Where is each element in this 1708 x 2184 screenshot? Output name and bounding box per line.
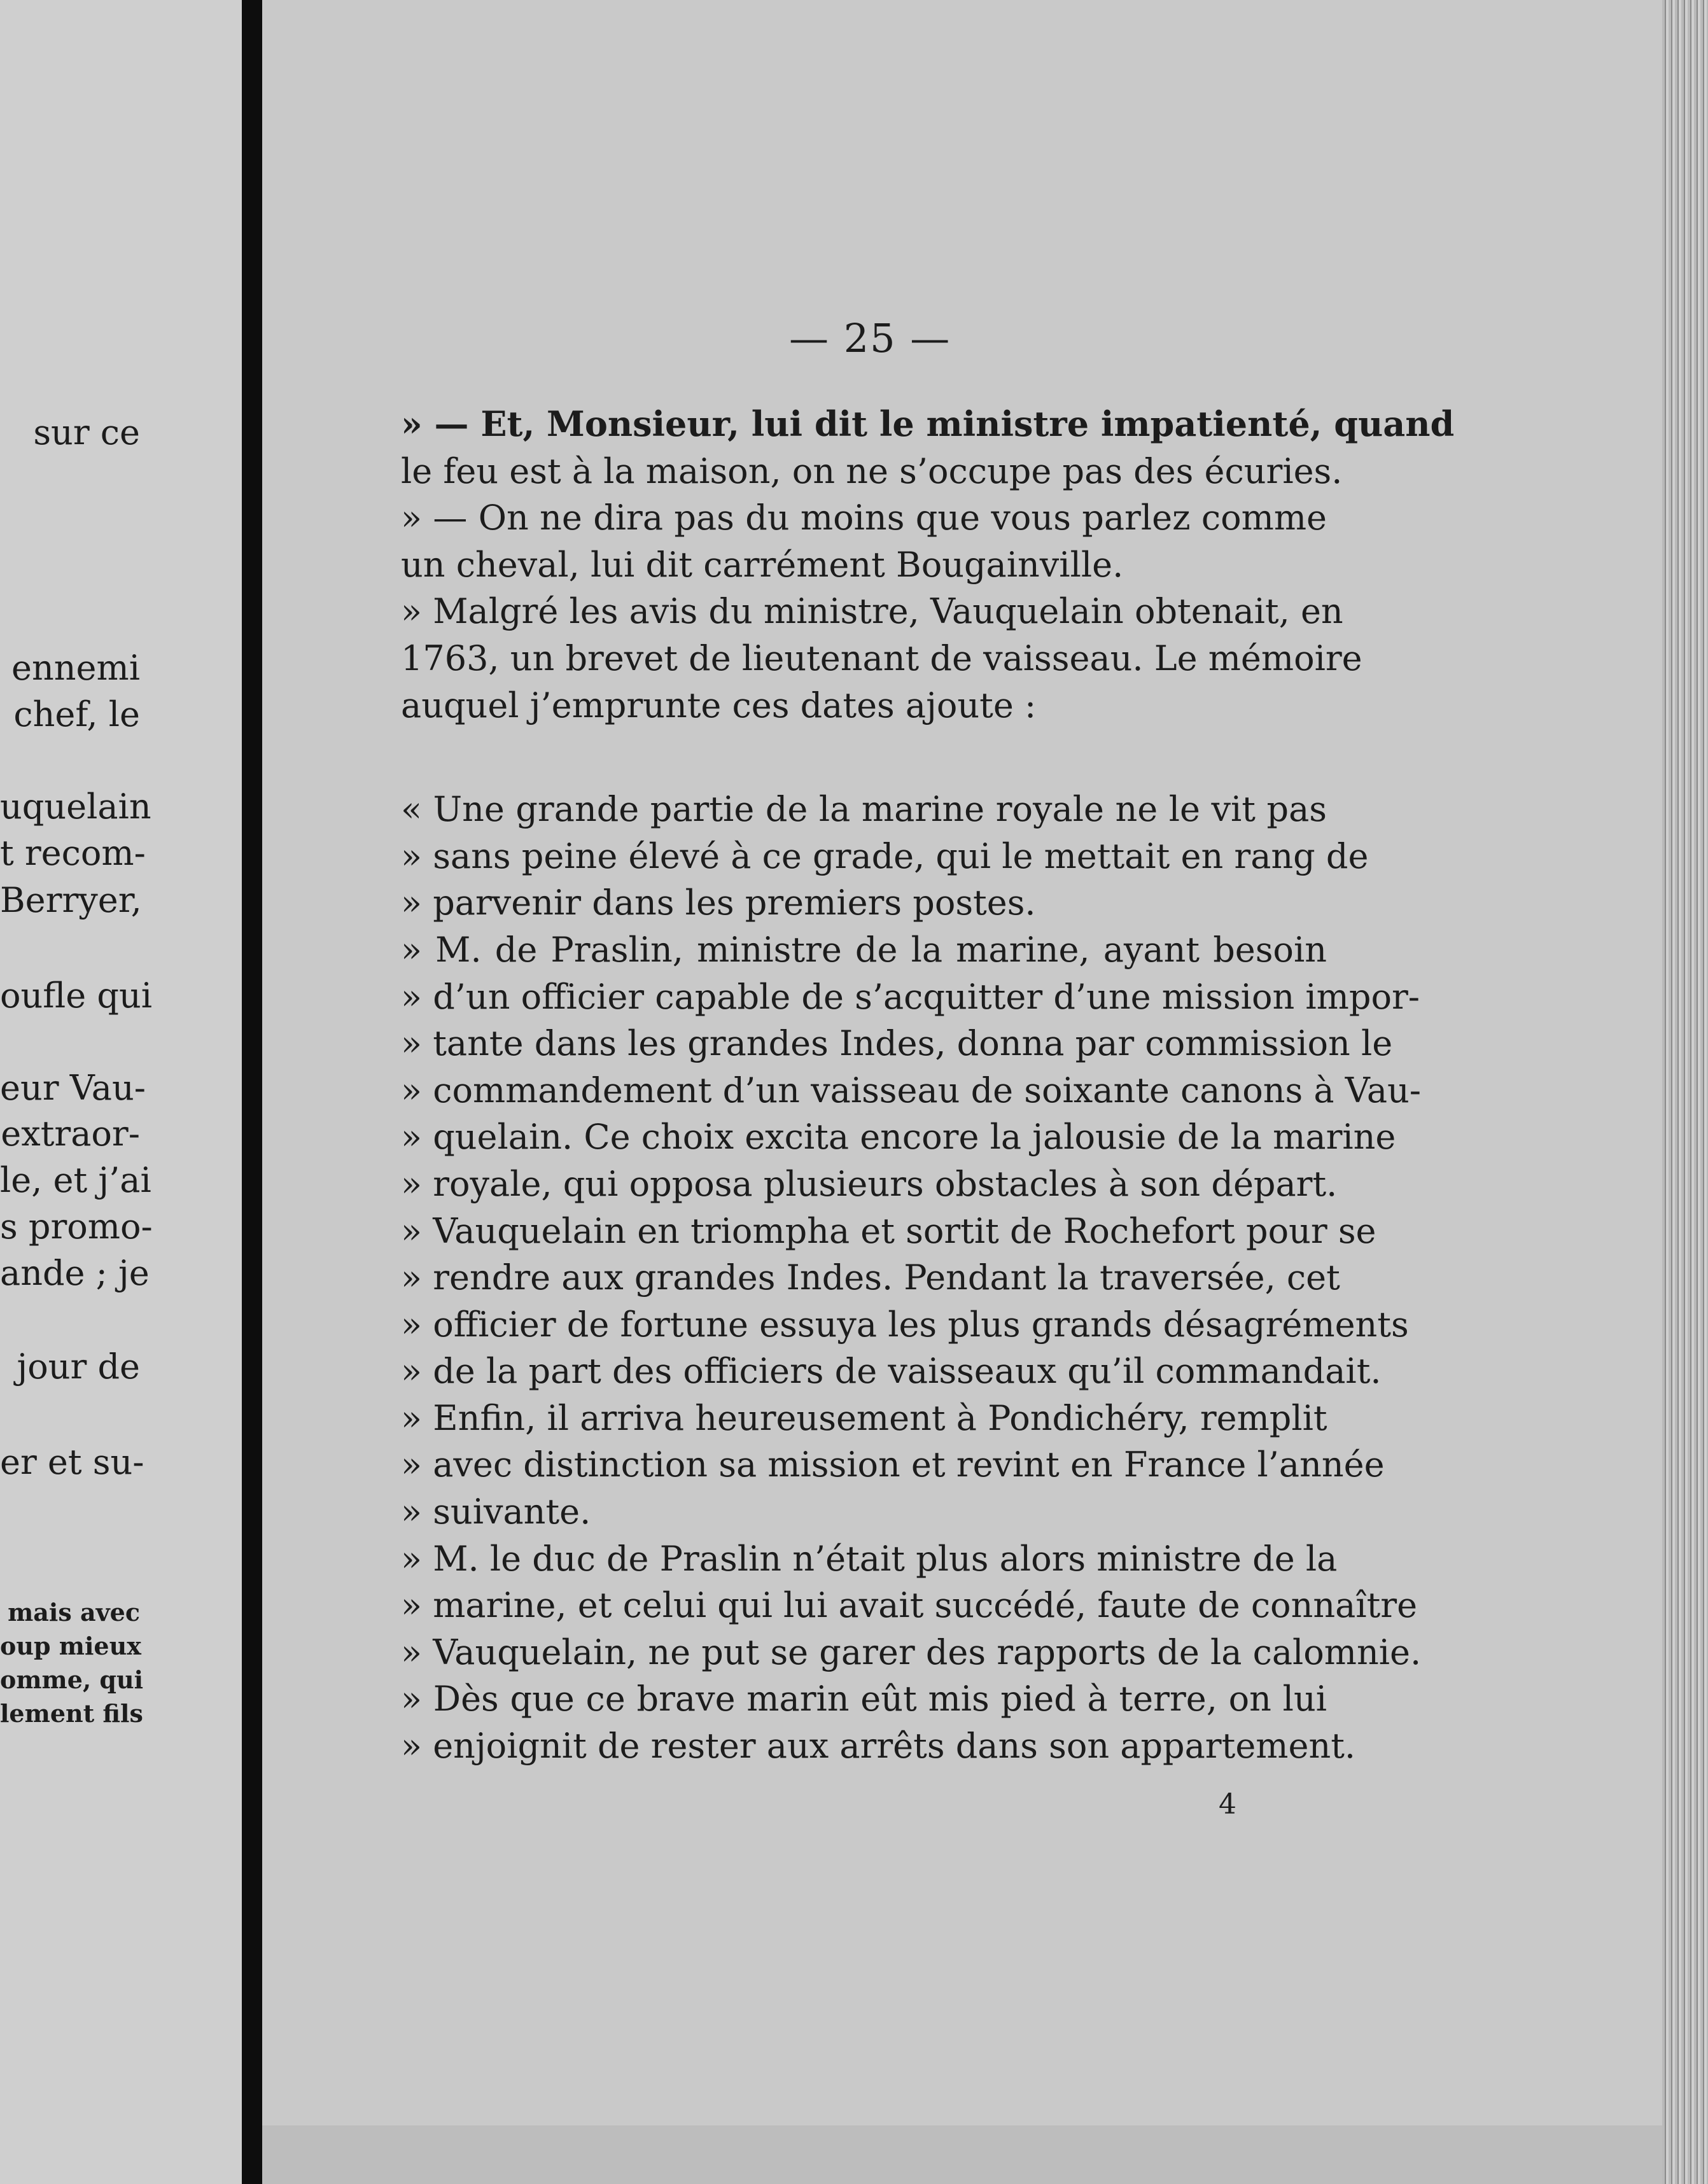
left-fragment-line: Berryer, xyxy=(0,880,142,920)
left-fragment-line: chef, le xyxy=(13,694,140,734)
signature-mark: 4 xyxy=(1219,1788,1236,1821)
text-line: auquel j’emprunte ces dates ajoute : xyxy=(401,685,1037,725)
quote-line: » quelain. Ce choix excita encore la jalousie de la marine xyxy=(401,1117,1396,1158)
left-fragment-line: ande ; je xyxy=(0,1253,150,1293)
quote-line: » rendre aux grandes Indes. Pendant la traversée, cet xyxy=(401,1257,1340,1298)
quote-line: » marine, et celui qui lui avait succédé, faute de connaître xyxy=(401,1585,1418,1626)
quote-line: » royale, qui opposa plusieurs obstacles à son départ. xyxy=(401,1163,1338,1204)
quote-line: » M. le duc de Praslin n’était plus alors ministre de la xyxy=(401,1538,1338,1579)
left-fragment-line: le, et j’ai xyxy=(0,1160,151,1200)
quote-line: » Vauquelain, ne put se garer des rapports de la calomnie. xyxy=(401,1632,1422,1672)
quote-line: » Enfin, il arriva heureusement à Pondichéry, remplit xyxy=(401,1397,1327,1438)
paragraph-gap xyxy=(401,729,1327,786)
quote-line: » Vauquelain en triompha et sortit de Rochefort pour se xyxy=(401,1210,1376,1251)
left-footnote-line: lement fils xyxy=(0,1699,143,1728)
book-gutter xyxy=(242,0,262,2184)
page-edge-stack xyxy=(1662,0,1708,2184)
page-number: — 25 — xyxy=(789,315,951,361)
quote-line: » sans peine élevé à ce grade, qui le mettait en rang de xyxy=(401,836,1369,876)
left-fragment-line: ennemi xyxy=(11,648,140,688)
quote-line: » Dès que ce brave marin eût mis pied à terre, on lui xyxy=(401,1679,1327,1719)
quote-line: » d’un officier capable de s’acquitter d’une mission impor- xyxy=(401,976,1420,1017)
left-footnote-line: omme, qui xyxy=(0,1665,144,1694)
left-fragment-line: eur Vau- xyxy=(0,1068,146,1108)
quote-line: » suivante. xyxy=(401,1492,591,1532)
quote-line: « Une grande partie de la marine royale ne le vit pas xyxy=(401,789,1327,830)
text-line: » — Et, Monsieur, lui dit le ministre impatienté, quand xyxy=(401,403,1455,444)
left-fragment-line: oufle qui xyxy=(0,976,153,1016)
text-line: » Malgré les avis du ministre, Vauquelain obtenait, en xyxy=(401,591,1343,632)
quote-line: » officier de fortune essuya les plus grands désagréments xyxy=(401,1304,1409,1345)
text-line: un cheval, lui dit carrément Bougainville. xyxy=(401,544,1124,585)
quote-line: » enjoignit de rester aux arrêts dans son appartement. xyxy=(401,1726,1356,1767)
quote-line: » avec distinction sa mission et revint en France l’année xyxy=(401,1445,1385,1485)
quote-line: » parvenir dans les premiers postes. xyxy=(401,883,1036,923)
text-line: 1763, un brevet de lieutenant de vaisseau. Le mémoire xyxy=(401,638,1362,678)
quote-line: » tante dans les grandes Indes, donna par commission le xyxy=(401,1023,1393,1064)
body-text xyxy=(401,401,1455,1770)
quote-line: » M. de Praslin, ministre de la marine, ayant besoin xyxy=(401,929,1327,970)
left-fragment-line: er et su- xyxy=(0,1442,144,1482)
left-footnote-line: mais avec xyxy=(8,1598,140,1627)
quote-line: » de la part des officiers de vaisseaux qu’il commandait. xyxy=(401,1351,1382,1392)
left-fragment-line: sur ce xyxy=(33,412,140,452)
left-fragment-line: jour de xyxy=(17,1347,140,1387)
quote-line: » commandement d’un vaisseau de soixante canons à Vau- xyxy=(401,1070,1422,1110)
left-footnote-line: oup mieux xyxy=(0,1632,141,1660)
text-line: » — On ne dira pas du moins que vous parlez comme xyxy=(401,498,1327,538)
left-fragment-line: extraor- xyxy=(1,1114,140,1154)
left-fragment-line: uquelain xyxy=(0,787,151,827)
text-line: le feu est à la maison, on ne s’occupe pas des écuries. xyxy=(401,451,1343,491)
left-fragment-line: s promo- xyxy=(0,1207,153,1247)
left-fragment-line: t recom- xyxy=(0,833,146,873)
page-bottom-margin xyxy=(262,2125,1662,2184)
left-page-fragment xyxy=(0,0,242,2184)
